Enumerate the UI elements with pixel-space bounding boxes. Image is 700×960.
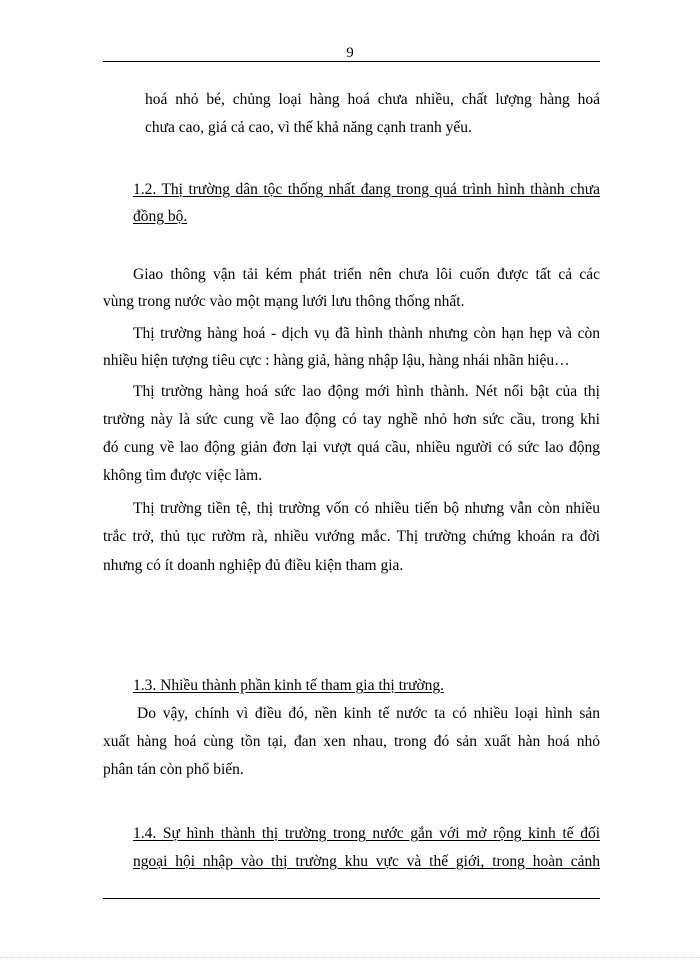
text-line: trường này là sức cung về lao động có tay nghề nhỏ hơn sức cầu, trong khi — [103, 411, 600, 428]
text-line: vùng trong nước vào một mạng lưới lưu thông thống nhất. — [103, 293, 465, 310]
text-line: đó cung về lao động giản đơn lại vượt quá cầu, nhiều người có sức lao động — [103, 439, 600, 456]
text-line: trắc trở, thủ tục rườm rà, nhiều vướng mắc. Thị trường chứng khoán ra đời — [103, 528, 600, 545]
text-line: Thị trường tiền tệ, thị trường vốn có nhiều tiến bộ nhưng vẫn còn nhiều — [133, 500, 600, 517]
text-line: nhưng có ít doanh nghiệp đủ điều kiện tham gia. — [103, 557, 404, 574]
text-line: Thị trường hàng hoá - dịch vụ đã hình thành nhưng còn hạn hẹp và còn — [133, 325, 600, 342]
page-edge — [0, 957, 700, 958]
text-line: phân tán còn phổ biến. — [103, 761, 244, 778]
text-line: hoá nhỏ bé, chủng loại hàng hoá chưa nhiều, chất lượng hàng hoá — [145, 91, 600, 108]
header-rule — [103, 61, 600, 62]
heading-line: đồng bộ. — [133, 208, 188, 225]
heading-line: 1.4. Sự hình thành thị trường trong nước gắn với mở rộng kinh tế đối — [133, 825, 600, 842]
text-line: Giao thông vận tải kém phát triển nên chưa lôi cuốn được tất cả các — [133, 266, 600, 283]
text-line: chưa cao, giá cả cao, vì thế khả năng cạnh tranh yếu. — [145, 119, 472, 136]
heading-line: ngoại hội nhập vào thị trường khu vực và thế giới, trong hoàn cảnh — [133, 853, 600, 870]
text-line: không tìm được việc làm. — [103, 467, 263, 484]
heading-line: 1.3. Nhiều thành phần kinh tế tham gia thị trường. — [133, 677, 445, 694]
page-number: 9 — [346, 45, 354, 61]
text-line: Thị trường hàng hoá sức lao động mới hình thành. Nét nổi bật của thị — [133, 383, 600, 400]
heading-line: 1.2. Thị trường dân tộc thống nhất đang trong quá trình hình thành chưa — [133, 181, 600, 198]
text-line: Do vậy, chính vì điều đó, nền kinh tế nước ta có nhiều loại hình sản — [137, 705, 600, 722]
footer-rule — [103, 898, 600, 899]
text-line: xuất hàng hoá cùng tồn tại, đan xen nhau, trong đó sản xuất hàn hoá nhỏ — [103, 733, 600, 750]
text-line: nhiều hiện tượng tiêu cực : hàng giả, hàng nhập lậu, hàng nhái nhãn hiệu… — [103, 352, 570, 369]
